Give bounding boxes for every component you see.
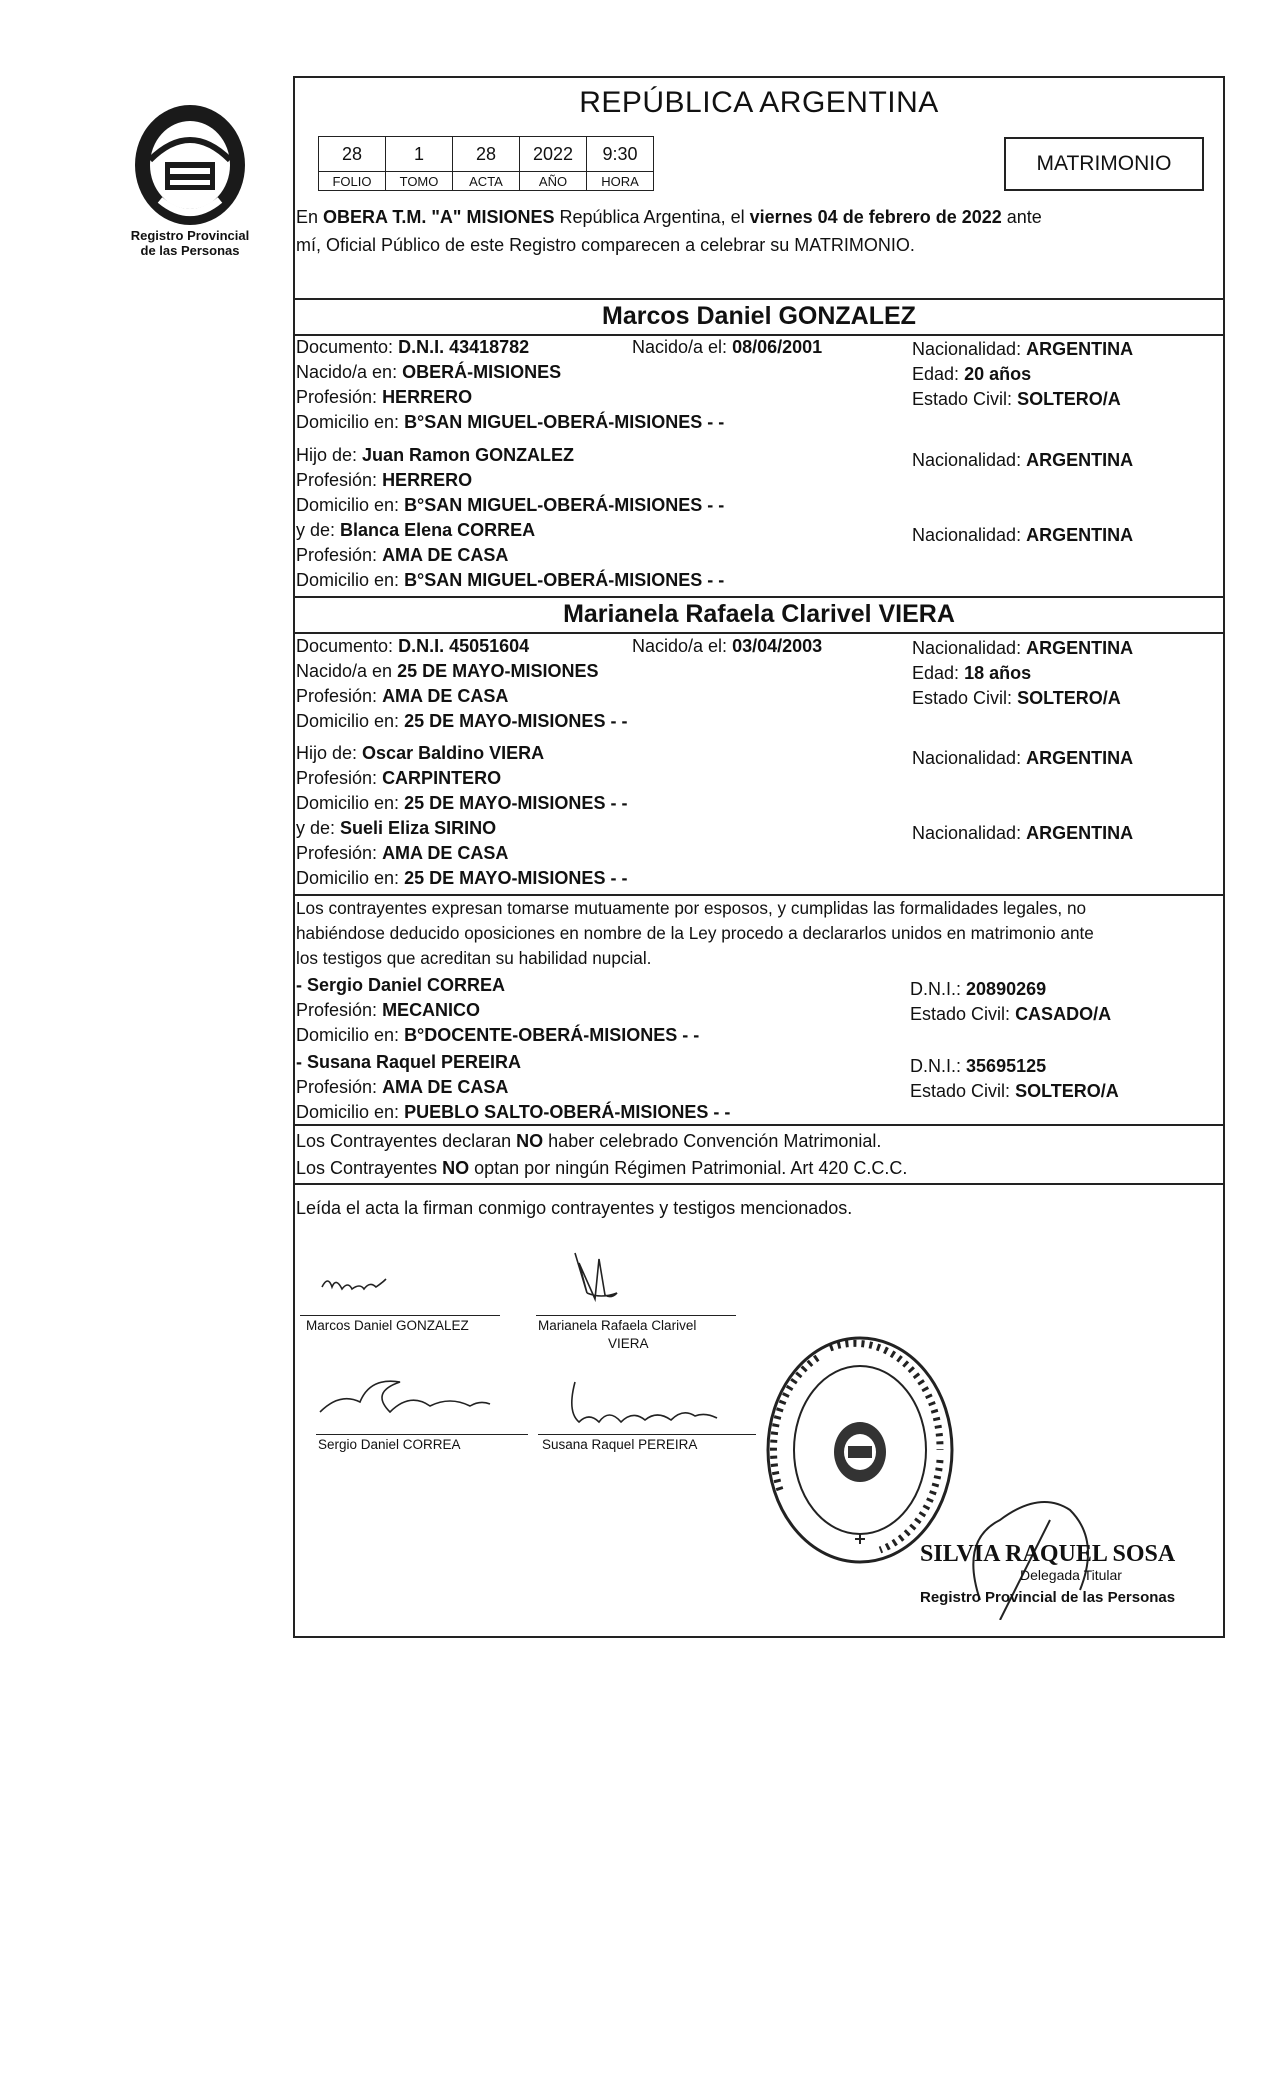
tomo-label: TOMO [386, 172, 453, 191]
signature-caption-spouse2-surname: VIERA [608, 1336, 649, 1351]
spouse1-civil-status: Estado Civil: SOLTERO/A [912, 389, 1121, 409]
closing-statement: Leída el acta la firman conmigo contrayentes y testigos mencionados. [296, 1198, 853, 1218]
registry-emblem-logo [120, 100, 260, 230]
registry-caption: Registro Provincial de las Personas [130, 228, 250, 258]
signature-caption-witness1: Sergio Daniel CORREA [318, 1437, 461, 1452]
convention-line-2: Los Contrayentes NO optan por ningún Régimen Patrimonial. Art 420 C.C.C. [296, 1158, 908, 1178]
tomo-value: 1 [386, 137, 453, 172]
hora-value: 9:30 [587, 137, 654, 172]
intro-line-2: mí, Oficial Público de este Registro comparecen a celebrar su MATRIMONIO. [296, 235, 915, 255]
anio-value: 2022 [520, 137, 587, 172]
divider [293, 894, 1225, 896]
divider [293, 298, 1225, 300]
spouse2-profession: Profesión: AMA DE CASA [296, 686, 509, 706]
spouse2-mother-nationality: Nacionalidad: ARGENTINA [912, 823, 1134, 843]
signature-line [316, 1434, 528, 1435]
spouse1-father-address: Domicilio en: B°SAN MIGUEL-OBERÁ-MISIONES - - [296, 495, 725, 515]
spouse2-mother-address: Domicilio en: 25 DE MAYO-MISIONES - - [296, 868, 628, 888]
signature-caption-spouse2: Marianela Rafaela Clarivel [538, 1318, 697, 1333]
spouse2-documento: Documento: D.N.I. 45051604 [296, 636, 530, 656]
spouse1-age: Edad: 20 años [912, 364, 1032, 384]
declaration-line-1: Los contrayentes expresan tomarse mutuamente por esposos, y cumplidas las formalidades legales, no [296, 898, 1087, 918]
signature-line [538, 1434, 756, 1435]
spouse2-mother-name: y de: Sueli Eliza SIRINO [296, 818, 497, 838]
convention-line-1: Los Contrayentes declaran NO haber celebrado Convención Matrimonial. [296, 1131, 882, 1151]
spouse1-mother-name: y de: Blanca Elena CORREA [296, 520, 536, 540]
spouse1-mother-profession: Profesión: AMA DE CASA [296, 545, 509, 565]
anio-label: AÑO [520, 172, 587, 191]
spouse2-birthdate: Nacido/a el: 03/04/2003 [632, 636, 823, 656]
signature-scribbles-top [300, 1245, 720, 1315]
signature-caption-spouse1: Marcos Daniel GONZALEZ [306, 1318, 469, 1333]
official-role: Delegada Titular [1020, 1567, 1122, 1583]
spouse2-age: Edad: 18 años [912, 663, 1032, 683]
official-registry: Registro Provincial de las Personas [920, 1589, 1176, 1606]
witness1-address: Domicilio en: B°DOCENTE-OBERÁ-MISIONES - - [296, 1025, 700, 1045]
spouse2-father-profession: Profesión: CARPINTERO [296, 768, 502, 788]
witness2-name: - Susana Raquel PEREIRA [296, 1052, 522, 1072]
spouse2-birthplace: Nacido/a en 25 DE MAYO-MISIONES [296, 661, 599, 681]
witness1-profession: Profesión: MECANICO [296, 1000, 481, 1020]
signature-line [300, 1315, 500, 1316]
spouse2-father-address: Domicilio en: 25 DE MAYO-MISIONES - - [296, 793, 628, 813]
witness2-dni: D.N.I.: 35695125 [910, 1056, 1047, 1076]
spouse2-nationality: Nacionalidad: ARGENTINA [912, 638, 1134, 658]
spouse1-profession: Profesión: HERRERO [296, 387, 473, 407]
spouse1-father-nationality: Nacionalidad: ARGENTINA [912, 450, 1134, 470]
acta-label: ACTA [453, 172, 520, 191]
official-seal-stamp [760, 1330, 960, 1570]
witness1-dni: D.N.I.: 20890269 [910, 979, 1047, 999]
signature-scribbles-bottom [310, 1372, 780, 1440]
spouse2-civil-status: Estado Civil: SOLTERO/A [912, 688, 1121, 708]
signature-line [536, 1315, 736, 1316]
official-name: SILVIA RAQUEL SOSA [920, 1541, 1176, 1567]
spouse1-nationality: Nacionalidad: ARGENTINA [912, 339, 1134, 359]
spouse2-address: Domicilio en: 25 DE MAYO-MISIONES - - [296, 711, 628, 731]
spouse2-name: Marianela Rafaela Clarivel VIERA [563, 600, 955, 628]
folio-label: FOLIO [319, 172, 386, 191]
spouse1-name: Marcos Daniel GONZALEZ [602, 302, 916, 330]
intro-line-1: En OBERA T.M. "A" MISIONES República Argentina, el viernes 04 de febrero de 2022 ante [296, 207, 1042, 227]
witness2-address: Domicilio en: PUEBLO SALTO-OBERÁ-MISIONES - - [296, 1102, 731, 1122]
spouse1-birthplace: Nacido/a en: OBERÁ-MISIONES [296, 362, 562, 382]
witness1-name: - Sergio Daniel CORREA [296, 975, 506, 995]
spouse1-address: Domicilio en: B°SAN MIGUEL-OBERÁ-MISIONES - - [296, 412, 725, 432]
acta-value: 28 [453, 137, 520, 172]
witness2-profession: Profesión: AMA DE CASA [296, 1077, 509, 1097]
spouse2-father-name: Hijo de: Oscar Baldino VIERA [296, 743, 545, 763]
declaration-line-2: habiéndose deducido oposiciones en nombre de la Ley procedo a declararlos unidos en matrimonio ante [296, 923, 1094, 943]
signature-caption-witness2: Susana Raquel PEREIRA [542, 1437, 698, 1452]
record-header-table [318, 136, 654, 191]
spouse1-mother-nationality: Nacionalidad: ARGENTINA [912, 525, 1134, 545]
divider [293, 1183, 1225, 1185]
spouse1-birthdate: Nacido/a el: 08/06/2001 [632, 337, 823, 357]
spouse1-father-name: Hijo de: Juan Ramon GONZALEZ [296, 445, 575, 465]
spouse1-documento: Documento: D.N.I. 43418782 [296, 337, 530, 357]
page-title: REPÚBLICA ARGENTINA [579, 86, 939, 119]
spouse2-mother-profession: Profesión: AMA DE CASA [296, 843, 509, 863]
spouse1-father-profession: Profesión: HERRERO [296, 470, 473, 490]
folio-value: 28 [319, 137, 386, 172]
spouse2-father-nationality: Nacionalidad: ARGENTINA [912, 748, 1134, 768]
divider [293, 1124, 1225, 1126]
document-type-box: MATRIMONIO [1004, 137, 1204, 191]
spouse1-mother-address: Domicilio en: B°SAN MIGUEL-OBERÁ-MISIONES - - [296, 570, 725, 590]
divider [293, 596, 1225, 598]
witness2-civil-status: Estado Civil: SOLTERO/A [910, 1081, 1119, 1101]
witness1-civil-status: Estado Civil: CASADO/A [910, 1004, 1112, 1024]
declaration-line-3: los testigos que acreditan su habilidad nupcial. [296, 948, 652, 968]
hora-label: HORA [587, 172, 654, 191]
divider [293, 632, 1225, 634]
